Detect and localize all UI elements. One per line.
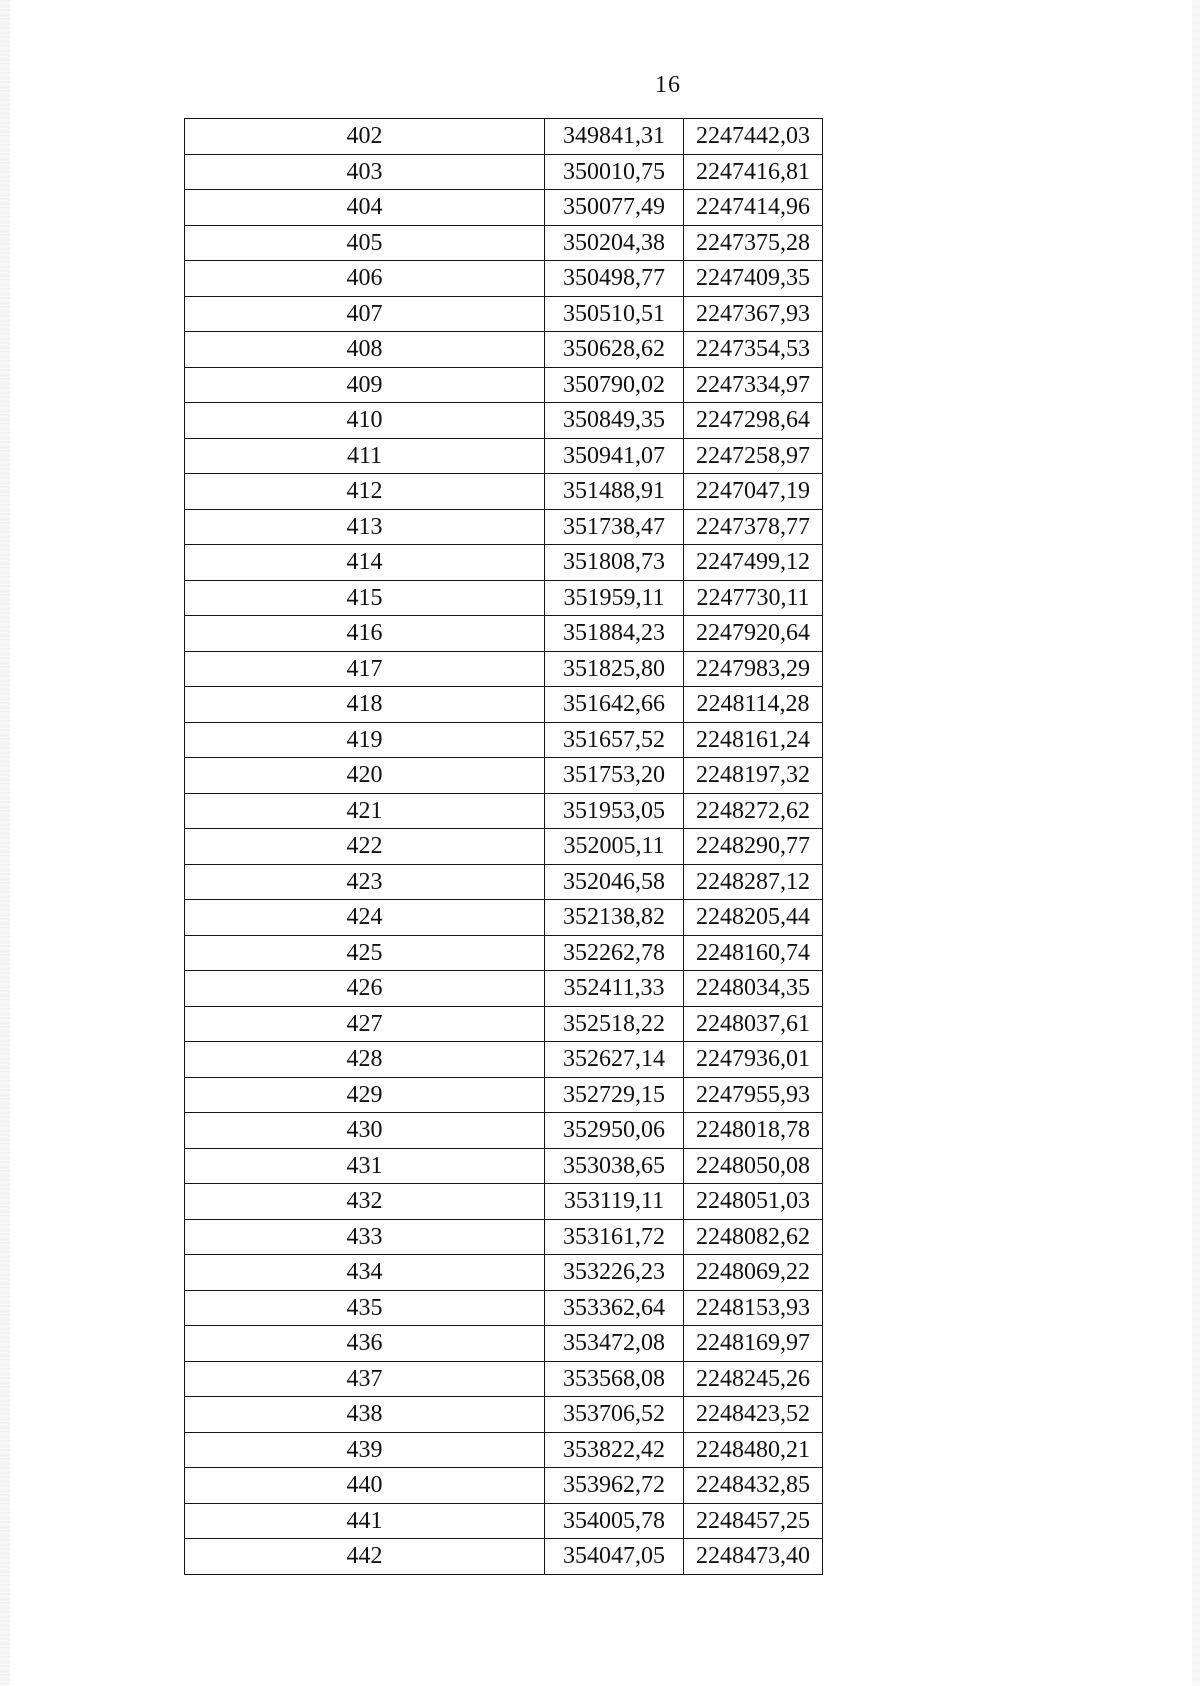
x-coordinate-cell: 350628,62 bbox=[545, 332, 684, 368]
x-coordinate-cell: 351808,73 bbox=[545, 545, 684, 581]
y-coordinate-cell: 2248082,62 bbox=[684, 1219, 823, 1255]
table-row bbox=[185, 1290, 823, 1326]
y-coordinate-cell: 2247378,77 bbox=[684, 509, 823, 545]
x-coordinate-cell: 351953,05 bbox=[545, 793, 684, 829]
y-coordinate-cell: 2247730,11 bbox=[684, 580, 823, 616]
x-coordinate-cell: 352518,22 bbox=[545, 1006, 684, 1042]
x-coordinate-cell: 350498,77 bbox=[545, 261, 684, 297]
point-number-cell: 411 bbox=[185, 438, 545, 474]
x-coordinate-cell: 349841,31 bbox=[545, 119, 684, 155]
table-row bbox=[185, 225, 823, 261]
x-coordinate-cell: 352005,11 bbox=[545, 829, 684, 865]
y-coordinate-cell: 2248114,28 bbox=[684, 687, 823, 723]
point-number-cell: 418 bbox=[185, 687, 545, 723]
table-row bbox=[185, 1503, 823, 1539]
point-number-cell: 423 bbox=[185, 864, 545, 900]
scan-edge-left bbox=[0, 0, 10, 1686]
y-coordinate-cell: 2247920,64 bbox=[684, 616, 823, 652]
point-number-cell: 414 bbox=[185, 545, 545, 581]
y-coordinate-cell: 2247414,96 bbox=[684, 190, 823, 226]
x-coordinate-cell: 353226,23 bbox=[545, 1255, 684, 1291]
y-coordinate-cell: 2247442,03 bbox=[684, 119, 823, 155]
point-number-cell: 408 bbox=[185, 332, 545, 368]
point-number-cell: 438 bbox=[185, 1397, 545, 1433]
point-number-cell: 417 bbox=[185, 651, 545, 687]
table-row bbox=[185, 758, 823, 794]
x-coordinate-cell: 353962,72 bbox=[545, 1468, 684, 1504]
x-coordinate-cell: 351959,11 bbox=[545, 580, 684, 616]
x-coordinate-cell: 352411,33 bbox=[545, 971, 684, 1007]
table-row bbox=[185, 1184, 823, 1220]
y-coordinate-cell: 2248153,93 bbox=[684, 1290, 823, 1326]
x-coordinate-cell: 351753,20 bbox=[545, 758, 684, 794]
point-number-cell: 415 bbox=[185, 580, 545, 616]
point-number-cell: 441 bbox=[185, 1503, 545, 1539]
y-coordinate-cell: 2248169,97 bbox=[684, 1326, 823, 1362]
x-coordinate-cell: 350510,51 bbox=[545, 296, 684, 332]
coordinates-table bbox=[184, 118, 823, 1575]
point-number-cell: 403 bbox=[185, 154, 545, 190]
point-number-cell: 427 bbox=[185, 1006, 545, 1042]
coordinates-table-body bbox=[185, 119, 823, 1575]
y-coordinate-cell: 2248034,35 bbox=[684, 971, 823, 1007]
table-row bbox=[185, 438, 823, 474]
y-coordinate-cell: 2247499,12 bbox=[684, 545, 823, 581]
point-number-cell: 407 bbox=[185, 296, 545, 332]
point-number-cell: 437 bbox=[185, 1361, 545, 1397]
y-coordinate-cell: 2248205,44 bbox=[684, 900, 823, 936]
y-coordinate-cell: 2248473,40 bbox=[684, 1539, 823, 1575]
point-number-cell: 436 bbox=[185, 1326, 545, 1362]
x-coordinate-cell: 353472,08 bbox=[545, 1326, 684, 1362]
x-coordinate-cell: 353706,52 bbox=[545, 1397, 684, 1433]
y-coordinate-cell: 2248457,25 bbox=[684, 1503, 823, 1539]
point-number-cell: 429 bbox=[185, 1077, 545, 1113]
table-row bbox=[185, 651, 823, 687]
table-row bbox=[185, 1148, 823, 1184]
y-coordinate-cell: 2247409,35 bbox=[684, 261, 823, 297]
point-number-cell: 404 bbox=[185, 190, 545, 226]
table-row bbox=[185, 722, 823, 758]
y-coordinate-cell: 2247416,81 bbox=[684, 154, 823, 190]
point-number-cell: 419 bbox=[185, 722, 545, 758]
y-coordinate-cell: 2248160,74 bbox=[684, 935, 823, 971]
y-coordinate-cell: 2247375,28 bbox=[684, 225, 823, 261]
y-coordinate-cell: 2248069,22 bbox=[684, 1255, 823, 1291]
y-coordinate-cell: 2247258,97 bbox=[684, 438, 823, 474]
y-coordinate-cell: 2247334,97 bbox=[684, 367, 823, 403]
x-coordinate-cell: 352262,78 bbox=[545, 935, 684, 971]
x-coordinate-cell: 350941,07 bbox=[545, 438, 684, 474]
point-number-cell: 426 bbox=[185, 971, 545, 1007]
table-row bbox=[185, 296, 823, 332]
x-coordinate-cell: 351738,47 bbox=[545, 509, 684, 545]
x-coordinate-cell: 353119,11 bbox=[545, 1184, 684, 1220]
table-row bbox=[185, 1361, 823, 1397]
y-coordinate-cell: 2248161,24 bbox=[684, 722, 823, 758]
x-coordinate-cell: 351488,91 bbox=[545, 474, 684, 510]
x-coordinate-cell: 354047,05 bbox=[545, 1539, 684, 1575]
table-row bbox=[185, 332, 823, 368]
table-row bbox=[185, 1042, 823, 1078]
y-coordinate-cell: 2248051,03 bbox=[684, 1184, 823, 1220]
table-row bbox=[185, 687, 823, 723]
x-coordinate-cell: 352729,15 bbox=[545, 1077, 684, 1113]
x-coordinate-cell: 351825,80 bbox=[545, 651, 684, 687]
point-number-cell: 431 bbox=[185, 1148, 545, 1184]
point-number-cell: 430 bbox=[185, 1113, 545, 1149]
table-row bbox=[185, 971, 823, 1007]
y-coordinate-cell: 2248287,12 bbox=[684, 864, 823, 900]
table-row bbox=[185, 1219, 823, 1255]
point-number-cell: 412 bbox=[185, 474, 545, 510]
point-number-cell: 432 bbox=[185, 1184, 545, 1220]
table-row bbox=[185, 1468, 823, 1504]
table-row bbox=[185, 1326, 823, 1362]
y-coordinate-cell: 2248245,26 bbox=[684, 1361, 823, 1397]
y-coordinate-cell: 2248272,62 bbox=[684, 793, 823, 829]
x-coordinate-cell: 352627,14 bbox=[545, 1042, 684, 1078]
x-coordinate-cell: 350849,35 bbox=[545, 403, 684, 439]
x-coordinate-cell: 353038,65 bbox=[545, 1148, 684, 1184]
table-row bbox=[185, 403, 823, 439]
point-number-cell: 421 bbox=[185, 793, 545, 829]
table-row bbox=[185, 261, 823, 297]
x-coordinate-cell: 350790,02 bbox=[545, 367, 684, 403]
table-row bbox=[185, 864, 823, 900]
table-row bbox=[185, 1113, 823, 1149]
point-number-cell: 420 bbox=[185, 758, 545, 794]
point-number-cell: 442 bbox=[185, 1539, 545, 1575]
y-coordinate-cell: 2247354,53 bbox=[684, 332, 823, 368]
point-number-cell: 409 bbox=[185, 367, 545, 403]
y-coordinate-cell: 2247955,93 bbox=[684, 1077, 823, 1113]
point-number-cell: 422 bbox=[185, 829, 545, 865]
table-row bbox=[185, 900, 823, 936]
x-coordinate-cell: 354005,78 bbox=[545, 1503, 684, 1539]
table-row bbox=[185, 190, 823, 226]
x-coordinate-cell: 353161,72 bbox=[545, 1219, 684, 1255]
point-number-cell: 416 bbox=[185, 616, 545, 652]
table-row bbox=[185, 935, 823, 971]
table-row bbox=[185, 1432, 823, 1468]
x-coordinate-cell: 352950,06 bbox=[545, 1113, 684, 1149]
y-coordinate-cell: 2248018,78 bbox=[684, 1113, 823, 1149]
point-number-cell: 440 bbox=[185, 1468, 545, 1504]
x-coordinate-cell: 351884,23 bbox=[545, 616, 684, 652]
y-coordinate-cell: 2247936,01 bbox=[684, 1042, 823, 1078]
y-coordinate-cell: 2247047,19 bbox=[684, 474, 823, 510]
table-row bbox=[185, 545, 823, 581]
y-coordinate-cell: 2248480,21 bbox=[684, 1432, 823, 1468]
y-coordinate-cell: 2248050,08 bbox=[684, 1148, 823, 1184]
table-row bbox=[185, 154, 823, 190]
point-number-cell: 410 bbox=[185, 403, 545, 439]
table-row bbox=[185, 616, 823, 652]
table-row bbox=[185, 1255, 823, 1291]
y-coordinate-cell: 2247298,64 bbox=[684, 403, 823, 439]
x-coordinate-cell: 353568,08 bbox=[545, 1361, 684, 1397]
x-coordinate-cell: 352046,58 bbox=[545, 864, 684, 900]
point-number-cell: 405 bbox=[185, 225, 545, 261]
table-row bbox=[185, 1077, 823, 1113]
scan-edge-right bbox=[1192, 0, 1200, 1686]
table-row bbox=[185, 367, 823, 403]
point-number-cell: 435 bbox=[185, 1290, 545, 1326]
table-row bbox=[185, 580, 823, 616]
point-number-cell: 425 bbox=[185, 935, 545, 971]
y-coordinate-cell: 2248037,61 bbox=[684, 1006, 823, 1042]
y-coordinate-cell: 2248432,85 bbox=[684, 1468, 823, 1504]
point-number-cell: 402 bbox=[185, 119, 545, 155]
y-coordinate-cell: 2247367,93 bbox=[684, 296, 823, 332]
y-coordinate-cell: 2248290,77 bbox=[684, 829, 823, 865]
table-row bbox=[185, 474, 823, 510]
x-coordinate-cell: 350077,49 bbox=[545, 190, 684, 226]
y-coordinate-cell: 2248423,52 bbox=[684, 1397, 823, 1433]
x-coordinate-cell: 351642,66 bbox=[545, 687, 684, 723]
x-coordinate-cell: 350204,38 bbox=[545, 225, 684, 261]
table-row bbox=[185, 119, 823, 155]
point-number-cell: 406 bbox=[185, 261, 545, 297]
point-number-cell: 428 bbox=[185, 1042, 545, 1078]
page-number: 16 bbox=[655, 72, 681, 98]
x-coordinate-cell: 352138,82 bbox=[545, 900, 684, 936]
point-number-cell: 413 bbox=[185, 509, 545, 545]
y-coordinate-cell: 2248197,32 bbox=[684, 758, 823, 794]
point-number-cell: 439 bbox=[185, 1432, 545, 1468]
table-row bbox=[185, 793, 823, 829]
table-row bbox=[185, 829, 823, 865]
table-row bbox=[185, 1397, 823, 1433]
x-coordinate-cell: 350010,75 bbox=[545, 154, 684, 190]
table-row bbox=[185, 1539, 823, 1575]
table-row bbox=[185, 509, 823, 545]
x-coordinate-cell: 353362,64 bbox=[545, 1290, 684, 1326]
point-number-cell: 433 bbox=[185, 1219, 545, 1255]
y-coordinate-cell: 2247983,29 bbox=[684, 651, 823, 687]
table-row bbox=[185, 1006, 823, 1042]
point-number-cell: 424 bbox=[185, 900, 545, 936]
point-number-cell: 434 bbox=[185, 1255, 545, 1291]
x-coordinate-cell: 351657,52 bbox=[545, 722, 684, 758]
x-coordinate-cell: 353822,42 bbox=[545, 1432, 684, 1468]
